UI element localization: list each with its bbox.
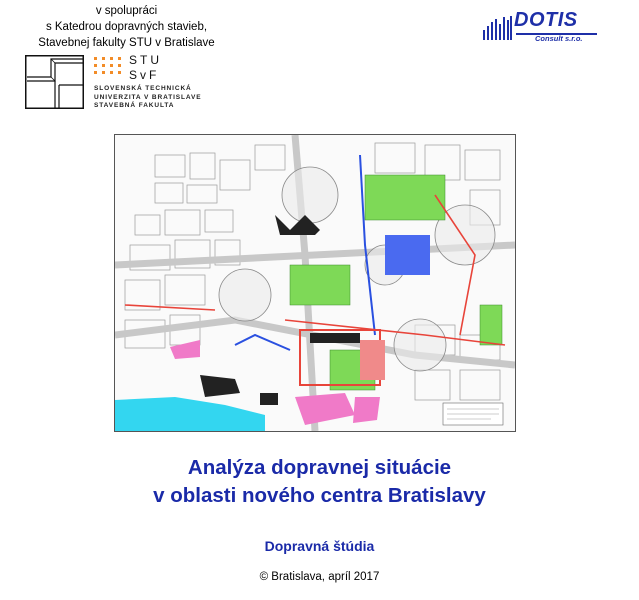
document-subtitle: Dopravná štúdia	[264, 538, 375, 554]
cooperation-line-2: s Katedrou dopravných stavieb,	[45, 21, 208, 33]
stu-dots-icon	[94, 57, 124, 79]
company-subtitle: Consult s.r.o.	[535, 34, 583, 43]
stu-name-line-2: UNIVERZITA V BRATISLAVE	[94, 93, 202, 101]
document-footer: © Bratislava, apríl 2017	[259, 571, 380, 583]
cooperation-line-1: v spolupráci	[95, 5, 158, 17]
stu-mark-line-2: SvF	[129, 68, 160, 82]
document-title-line-2: v oblasti nového centra Bratislavy	[153, 484, 486, 507]
stu-mark	[129, 53, 162, 83]
company-logo	[483, 10, 601, 46]
stu-mark-line-1: STU	[129, 53, 162, 67]
site-plan-map	[114, 134, 516, 432]
cooperation-line-3: Stavebnej fakulty STU v Bratislave	[38, 37, 215, 49]
stu-name-line-3: STAVEBNÁ FAKULTA	[94, 102, 175, 109]
cooperation-note	[24, 3, 229, 51]
stu-emblem-icon	[25, 55, 84, 109]
site-plan-map-icon	[115, 135, 515, 431]
document-title-line-1: Analýza dopravnej situácie	[187, 456, 452, 479]
barcode-bars-icon	[483, 16, 513, 40]
company-name: DOTIS	[514, 9, 578, 31]
stu-name	[94, 85, 202, 111]
stu-name-line-1: SLOVENSKÁ TECHNICKÁ	[94, 85, 192, 92]
